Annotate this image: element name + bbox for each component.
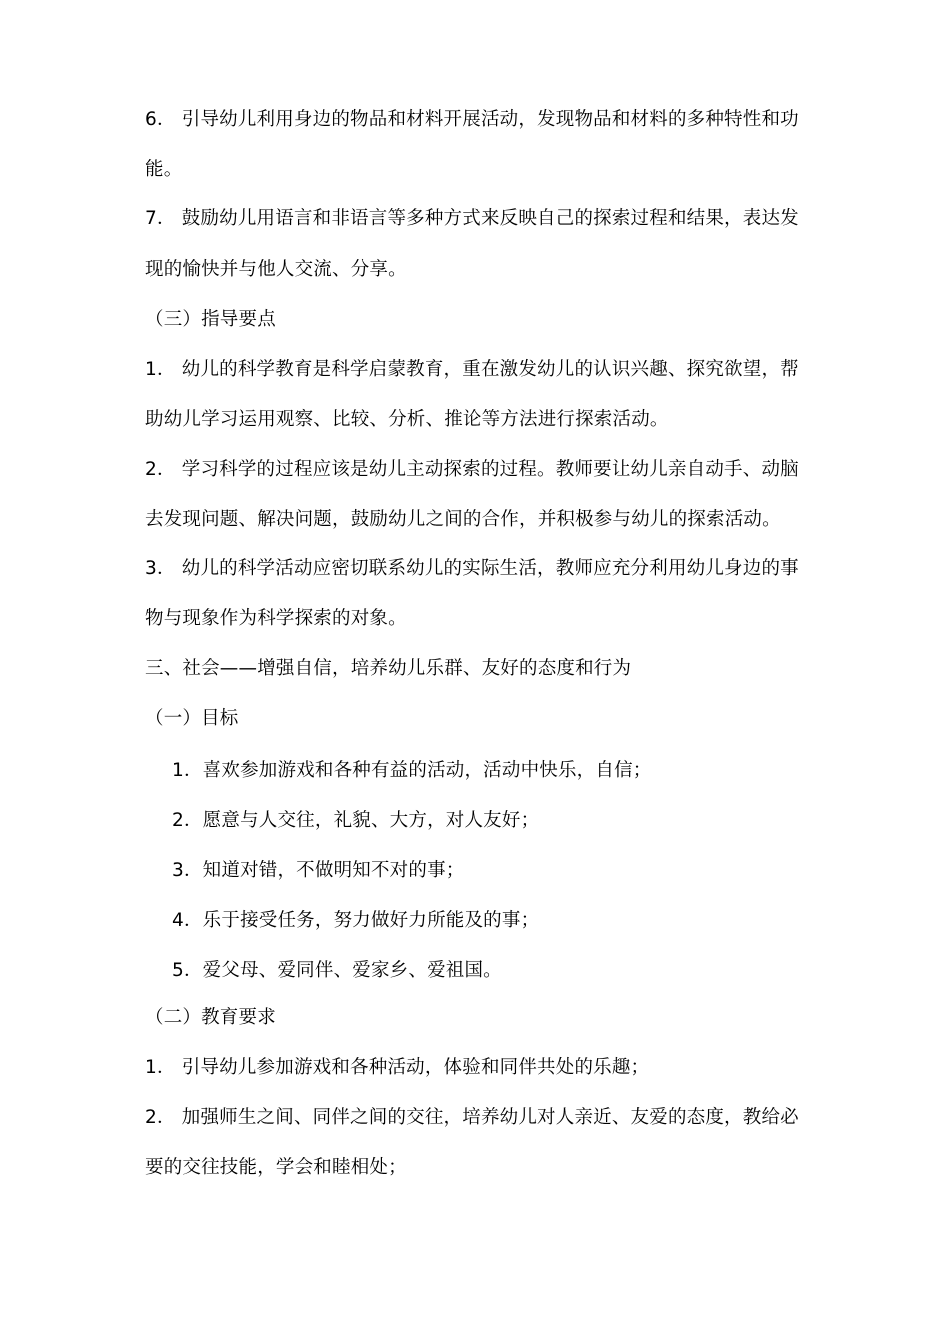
text-line: 1． 引导幼儿参加游戏和各种活动，体验和同伴共处的乐趣； [145,1057,650,1078]
section-heading: （二）教育要求 [145,1007,276,1028]
text-line: 7． 鼓励幼儿用语言和非语言等多种方式来反映自己的探索过程和结果，表达发 [145,208,799,229]
section-heading: 三、社会——增强自信，培养幼儿乐群、友好的态度和行为 [145,658,632,679]
text-line: 物与现象作为科学探索的对象。 [145,608,407,629]
list-item: 2．愿意与人交往，礼貌、大方，对人友好； [172,810,540,831]
text-line: 助幼儿学习运用观察、比较、分析、推论等方法进行探索活动。 [145,409,669,430]
text-line: 2． 学习科学的过程应该是幼儿主动探索的过程。教师要让幼儿亲自动手、动脑 [145,459,799,480]
list-item: 3．知道对错，不做明知不对的事； [172,860,465,881]
section-heading: （一）目标 [145,708,239,729]
text-line: 去发现问题、解决问题，鼓励幼儿之间的合作，并积极参与幼儿的探索活动。 [145,509,781,530]
text-line: 3． 幼儿的科学活动应密切联系幼儿的实际生活，教师应充分利用幼儿身边的事 [145,558,799,579]
text-line: 2． 加强师生之间、同伴之间的交往，培养幼儿对人亲近、友爱的态度，教给必 [145,1107,799,1128]
text-line: 能。 [145,159,183,180]
text-line: 1． 幼儿的科学教育是科学启蒙教育，重在激发幼儿的认识兴趣、探究欲望，帮 [145,359,799,380]
section-heading: （三）指导要点 [145,309,276,330]
list-item: 4．乐于接受任务，努力做好力所能及的事； [172,910,540,931]
text-line: 6． 引导幼儿利用身边的物品和材料开展活动，发现物品和材料的多种特性和功 [145,109,799,130]
text-line: 现的愉快并与他人交流、分享。 [145,259,407,280]
text-line: 要的交往技能，学会和睦相处； [145,1157,407,1178]
list-item: 5．爱父母、爱同伴、爱家乡、爱祖国。 [172,960,502,981]
list-item: 1．喜欢参加游戏和各种有益的活动，活动中快乐，自信； [172,760,652,781]
